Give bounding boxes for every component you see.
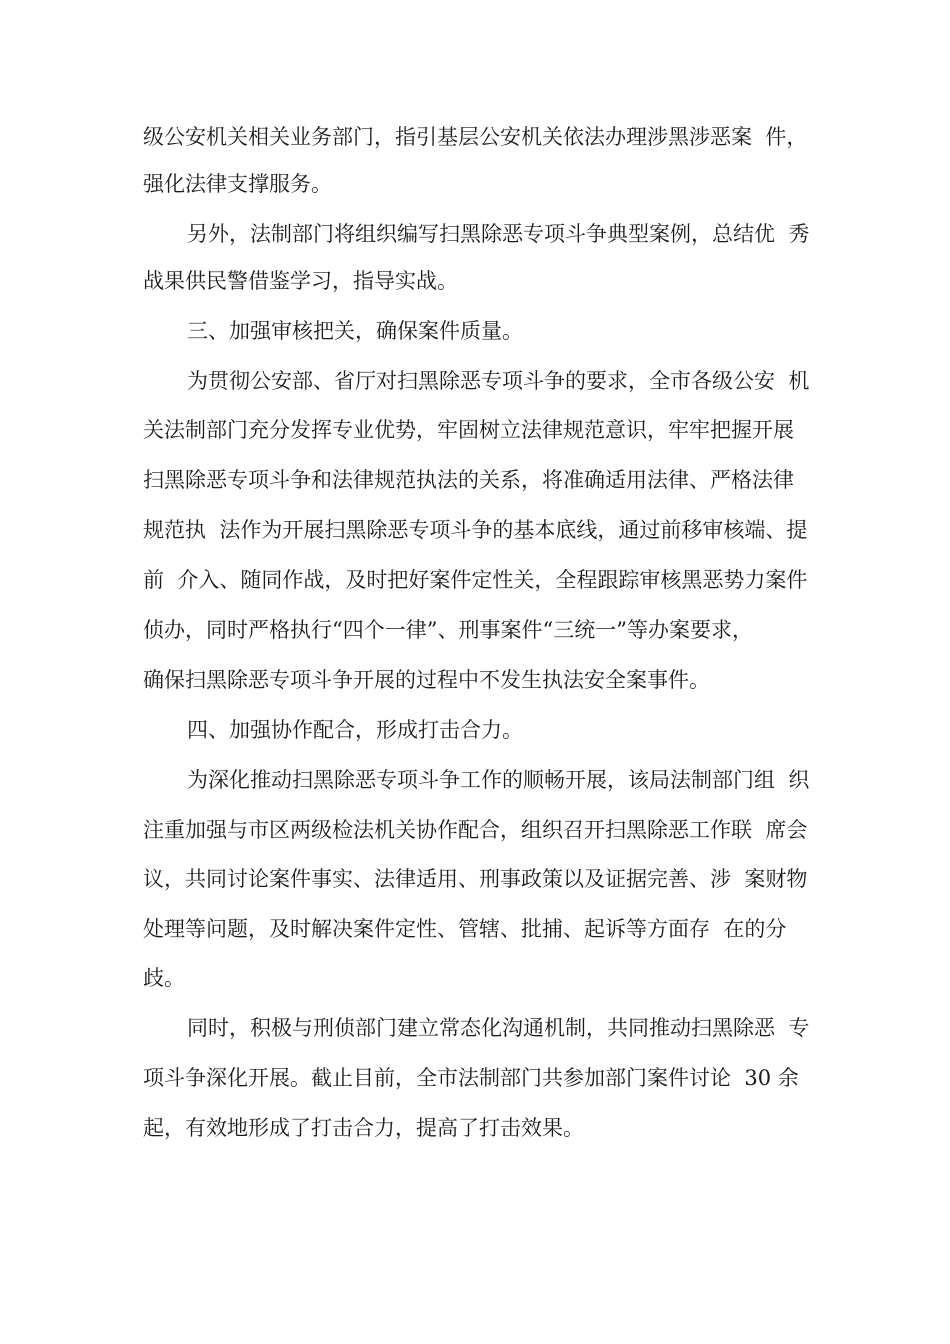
paragraph-first-line: 同时，积极与刑侦部门建立常态化沟通机制，共同推动扫黑除恶 专 [187,1016,810,1040]
text-line: 歧。 [143,966,185,990]
text-line: 前 介入、随同作战，及时把好案件定性关，全程跟踪审核黑恶势力案件 [143,568,808,592]
text-line: 处理等问题，及时解决案件定性、管辖、批捕、起诉等方面存 在的分 [143,917,787,941]
paragraph-first-line: 另外，法制部门将组织编写扫黑除恶专项斗争典型案例，总结优 秀 [187,222,810,246]
text-line: 规范执 法作为开展扫黑除恶专项斗争的基本底线，通过前移审核端、提 [143,518,808,542]
text-line: 战果供民警借鉴学习，指导实战。 [143,269,458,293]
text-line: 起，有效地形成了打击合力，提高了打击效果。 [143,1116,584,1140]
text-line: 级公安机关相关业务部门，指引基层公安机关依法办理涉黑涉恶案 件， [143,125,808,149]
paragraph-first-line: 为贯彻公安部、省厅对扫黑除恶专项斗争的要求，全市各级公安 机 [187,369,810,393]
text-line: 注重加强与市区两级检法机关协作配合，组织召开扫黑除恶工作联 席会 [143,818,808,842]
section-heading: 四、加强协作配合，形成打击合力。 [187,718,523,742]
text-line: 议，共同讨论案件事实、法律适用、刑事政策以及证据完善、涉 案财物 [143,867,808,891]
paragraph-first-line: 为深化推动扫黑除恶专项斗争工作的顺畅开展，该局法制部门组 织 [187,768,810,792]
text-line: 扫黑除恶专项斗争和法律规范执法的关系，将准确适用法律、严格法律 [143,468,794,492]
text-line: 关法制部门充分发挥专业优势，牢固树立法律规范意识，牢牢把握开展 [143,418,794,442]
text-line: 确保扫黑除恶专项斗争开展的过程中不发生执法安全案事件。 [143,668,710,692]
text-line: 强化法律支撑服务。 [143,172,332,196]
section-heading: 三、加强审核把关，确保案件质量。 [187,319,523,343]
text-line: 项斗争深化开展。截止目前，全市法制部门共参加部门案件讨论 30 余 [143,1066,799,1090]
text-line: 侦办，同时严格执行“四个一律”、刑事案件“三统一”等办案要求， [143,618,753,642]
